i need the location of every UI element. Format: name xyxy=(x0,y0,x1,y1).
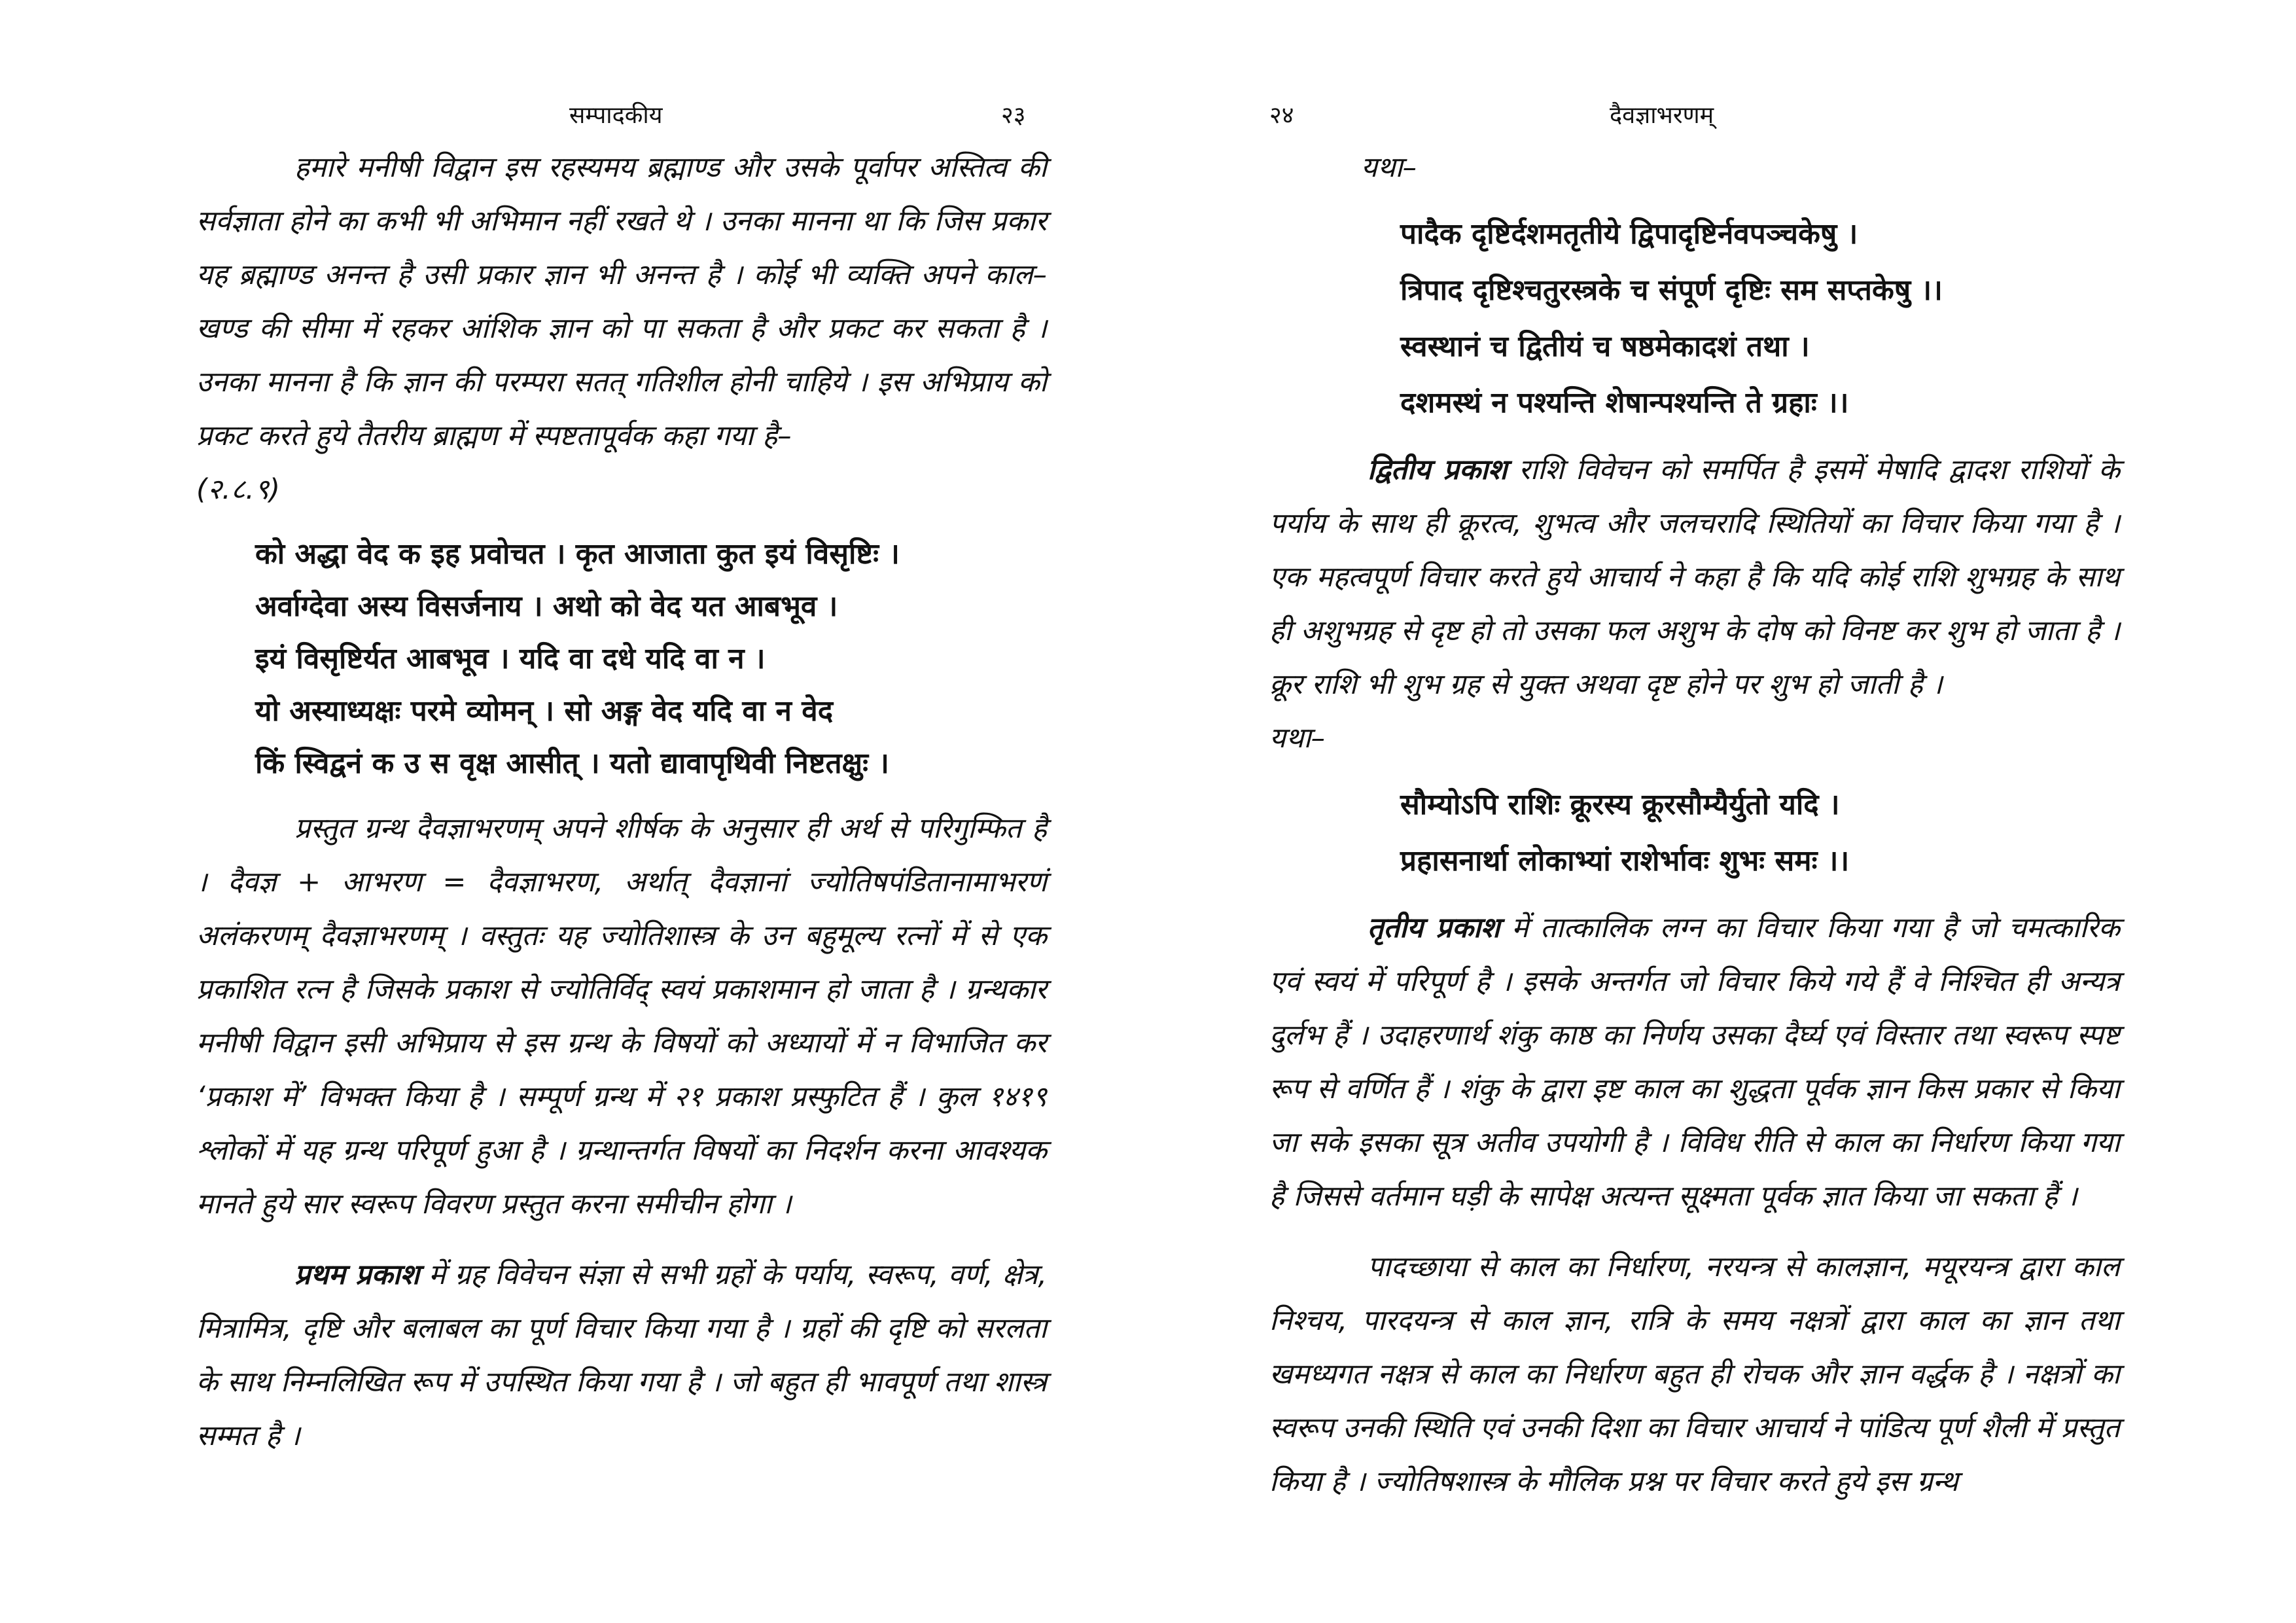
verse-line: प्रहासनार्था लोकाभ्यां राशेर्भावः शुभः समः ।। xyxy=(1400,844,1850,878)
verse-line: त्रिपाद दृष्टिश्चतुरस्त्रके च संपूर्ण दृष्टिः सम सप्तकेषु ।। xyxy=(1400,274,1943,307)
paragraph xyxy=(196,1248,1047,1463)
yatha-label: यथा– xyxy=(1269,722,1326,755)
verse-block xyxy=(255,528,1047,790)
paragraph: हमारे मनीषी विद्वान इस रहस्यमय ब्रह्माण्ड और उसके पूर्वापर अस्तित्व की सर्वज्ञाता होने का कभी भी अभिमान नहीं रखते थे । उनका मानना था कि जिस प्रकार यह ब्रह्माण्ड अनन्त है उसी प्रकार ज्ञान भी अनन्त है । कोई भी व्यक्ति अपने काल–खण्ड की सीमा में रहकर आंशिक ज्ञान को पा सकता है और प्रकट कर सकता है । उनका मानना है कि ज्ञान की परम्परा सतत् गतिशील होनी चाहिये । इस अभिप्राय को प्रकट करते हुये तैतरीय ब्राह्मण में स्पष्टतापूर्वक कहा गया है– xyxy=(196,151,1047,452)
paragraph xyxy=(1269,443,2120,711)
verse-line: को अद्धा वेद क इह प्रवोचत । कृत आजाता कुत इयं विसृष्टिः । xyxy=(255,537,900,571)
verse-line: पादैक दृष्टिर्दशमतृतीये द्विपादृष्टिर्नवपञ्चकेषु । xyxy=(1400,217,1858,251)
section-lead: तृतीय प्रकाश xyxy=(1368,912,1500,944)
verse-line: किं स्विद्वनं क उ स वृक्ष आसीत् । यतो द्यावापृथिवी निष्टतक्षुः । xyxy=(255,747,889,780)
reference: (२.८.९) xyxy=(196,473,280,506)
left-body xyxy=(196,141,1047,1463)
section-lead: द्वितीय प्रकाश xyxy=(1368,454,1508,486)
verse-block xyxy=(1400,206,2120,431)
yatha-label: यथा– xyxy=(1361,151,1417,184)
running-title: सम्पादकीय xyxy=(569,102,663,129)
paragraph: प्रस्तुत ग्रन्थ दैवज्ञाभरणम् अपने शीर्षक के अनुसार ही अर्थ से परिगुम्फित है । दैवज्ञ + आभरण = दैवज्ञाभरण, अर्थात् दैवज्ञानां ज्योतिषपंडितानामाभरणं अलंकरणम् दैवज्ञाभरणम् । वस्तुतः यह ज्योतिशास्त्र के उन बहुमूल्य रत्नों में से एक प्रकाशित रत्न है जिसके प्रकाश से ज्योतिर्विद् स्वयं प्रकाशमान हो जाता है । ग्रन्थकार मनीषी विद्वान इसी अभिप्राय से इस ग्रन्थ के विषयों को अध्यायों में न विभाजित कर ‘प्रकाश में’ विभक्त किया है । सम्पूर्ण ग्रन्थ में २१ प्रकाश प्रस्फुटित हैं । कुल १४१९ श्लोकों में यह ग्रन्थ परिपूर्ण हुआ है । ग्रन्थान्तर्गत विषयों का निदर्शन करना आवश्यक मानते हुये सार स्वरूप विवरण प्रस्तुत करना समीचीन होगा । xyxy=(196,812,1047,1221)
verse-line: स्वस्थानं च द्वितीयं च षष्ठमेकादशं तथा । xyxy=(1400,330,1810,363)
paragraph: पादच्छाया से काल का निर्धारण, नरयन्त्र से कालज्ञान, मयूरयन्त्र द्वारा काल निश्चय, पारदयन्त्र से काल ज्ञान, रात्रि के समय नक्षत्रों द्वारा काल का ज्ञान तथा खमध्यगत नक्षत्र से काल का निर्धारण बहुत ही रोचक और ज्ञान वर्द्धक है । नक्षत्रों का स्वरूप उनकी स्थिति एवं उनकी दिशा का विचार आचार्य ने पांडित्य पूर्ण शैली में प्रस्तुत किया है । ज्योतिषशास्त्र के मौलिक प्रश्न पर विचार करते हुये इस ग्रन्थ xyxy=(1269,1251,2120,1498)
running-title: दैवज्ञाभरणम् xyxy=(1610,102,1714,129)
paragraph xyxy=(1269,901,2120,1223)
verse-line: इयं विसृष्टिर्यत आबभूव । यदि वा दधे यदि वा न । xyxy=(255,642,766,675)
left-page xyxy=(196,0,1047,1623)
right-page xyxy=(1269,0,2120,1623)
verse-line: अर्वाग्देवा अस्य विसर्जनाय । अथो को वेद यत आबभूव । xyxy=(255,590,838,623)
paragraph-text: में ग्रह विवेचन संज्ञा से सभी ग्रहों के पर्याय, स्वरूप, वर्ण, क्षेत्र, मित्रामित्र, दृष्टि और बलाबल का पूर्ण विचार किया गया है । ग्रहों की दृष्टि को सरलता के साथ निम्नलिखित रूप में उपस्थित किया गया है । जो बहुत ही भावपूर्ण तथा शास्त्र सम्मत है । xyxy=(196,1258,1047,1452)
paragraph-text: राशि विवेचन को समर्पित है इसमें मेषादि द्वादश राशियों के पर्याय के साथ ही क्रूरत्व, शुभत्व और जलचरादि स्थितियों का विचार किया गया है । एक महत्वपूर्ण विचार करते हुये आचार्य ने कहा है कि यदि कोई राशि शुभग्रह के साथ ही अशुभग्रह से दृष्ट हो तो उसका फल अशुभ के दोष को विनष्ट कर शुभ हो जाता है । क्रूर राशि भी शुभ ग्रह से युक्त अथवा दृष्ट होने पर शुभ हो जाती है । xyxy=(1269,454,2120,701)
verse-line: यो अस्याध्यक्षः परमे व्योमन् । सो अङ्ग वेद यदि वा न वेद xyxy=(255,694,834,728)
verse-line: सौम्योऽपि राशिः क्रूरस्य क्रूरसौम्यैर्युतो यदि । xyxy=(1400,788,1840,821)
right-body xyxy=(1269,141,2120,1508)
page-number: २३ xyxy=(1001,102,1026,129)
paragraph-text: में तात्कालिक लग्न का विचार किया गया है जो चमत्कारिक एवं स्वयं में परिपूर्ण है । इसके अन्तर्गत जो विचार किये गये हैं वे निश्चित ही अन्यत्र दुर्लभ हैं । उदाहरणार्थ शंकु काष्ठ का निर्णय उसका दैर्घ्य एवं विस्तार तथा स्वरूप स्पष्ट रूप से वर्णित हैं । शंकु के द्वारा इष्ट काल का शुद्धता पूर्वक ज्ञान किस प्रकार से किया जा सके इसका सूत्र अतीव उपयोगी है । विविध रीति से काल का निर्धारण किया गया है जिससे वर्तमान घड़ी के सापेक्ष अत्यन्त सूक्ष्मता पूर्वक ज्ञात किया जा सकता हैं । xyxy=(1269,912,2121,1213)
verse-line: दशमस्थं न पश्यन्ति शेषान्पश्यन्ति ते ग्रहाः ।। xyxy=(1400,386,1849,419)
verse-block xyxy=(1400,777,2120,889)
section-lead: प्रथम प्रकाश xyxy=(294,1258,419,1291)
page-number: २४ xyxy=(1269,102,1294,129)
